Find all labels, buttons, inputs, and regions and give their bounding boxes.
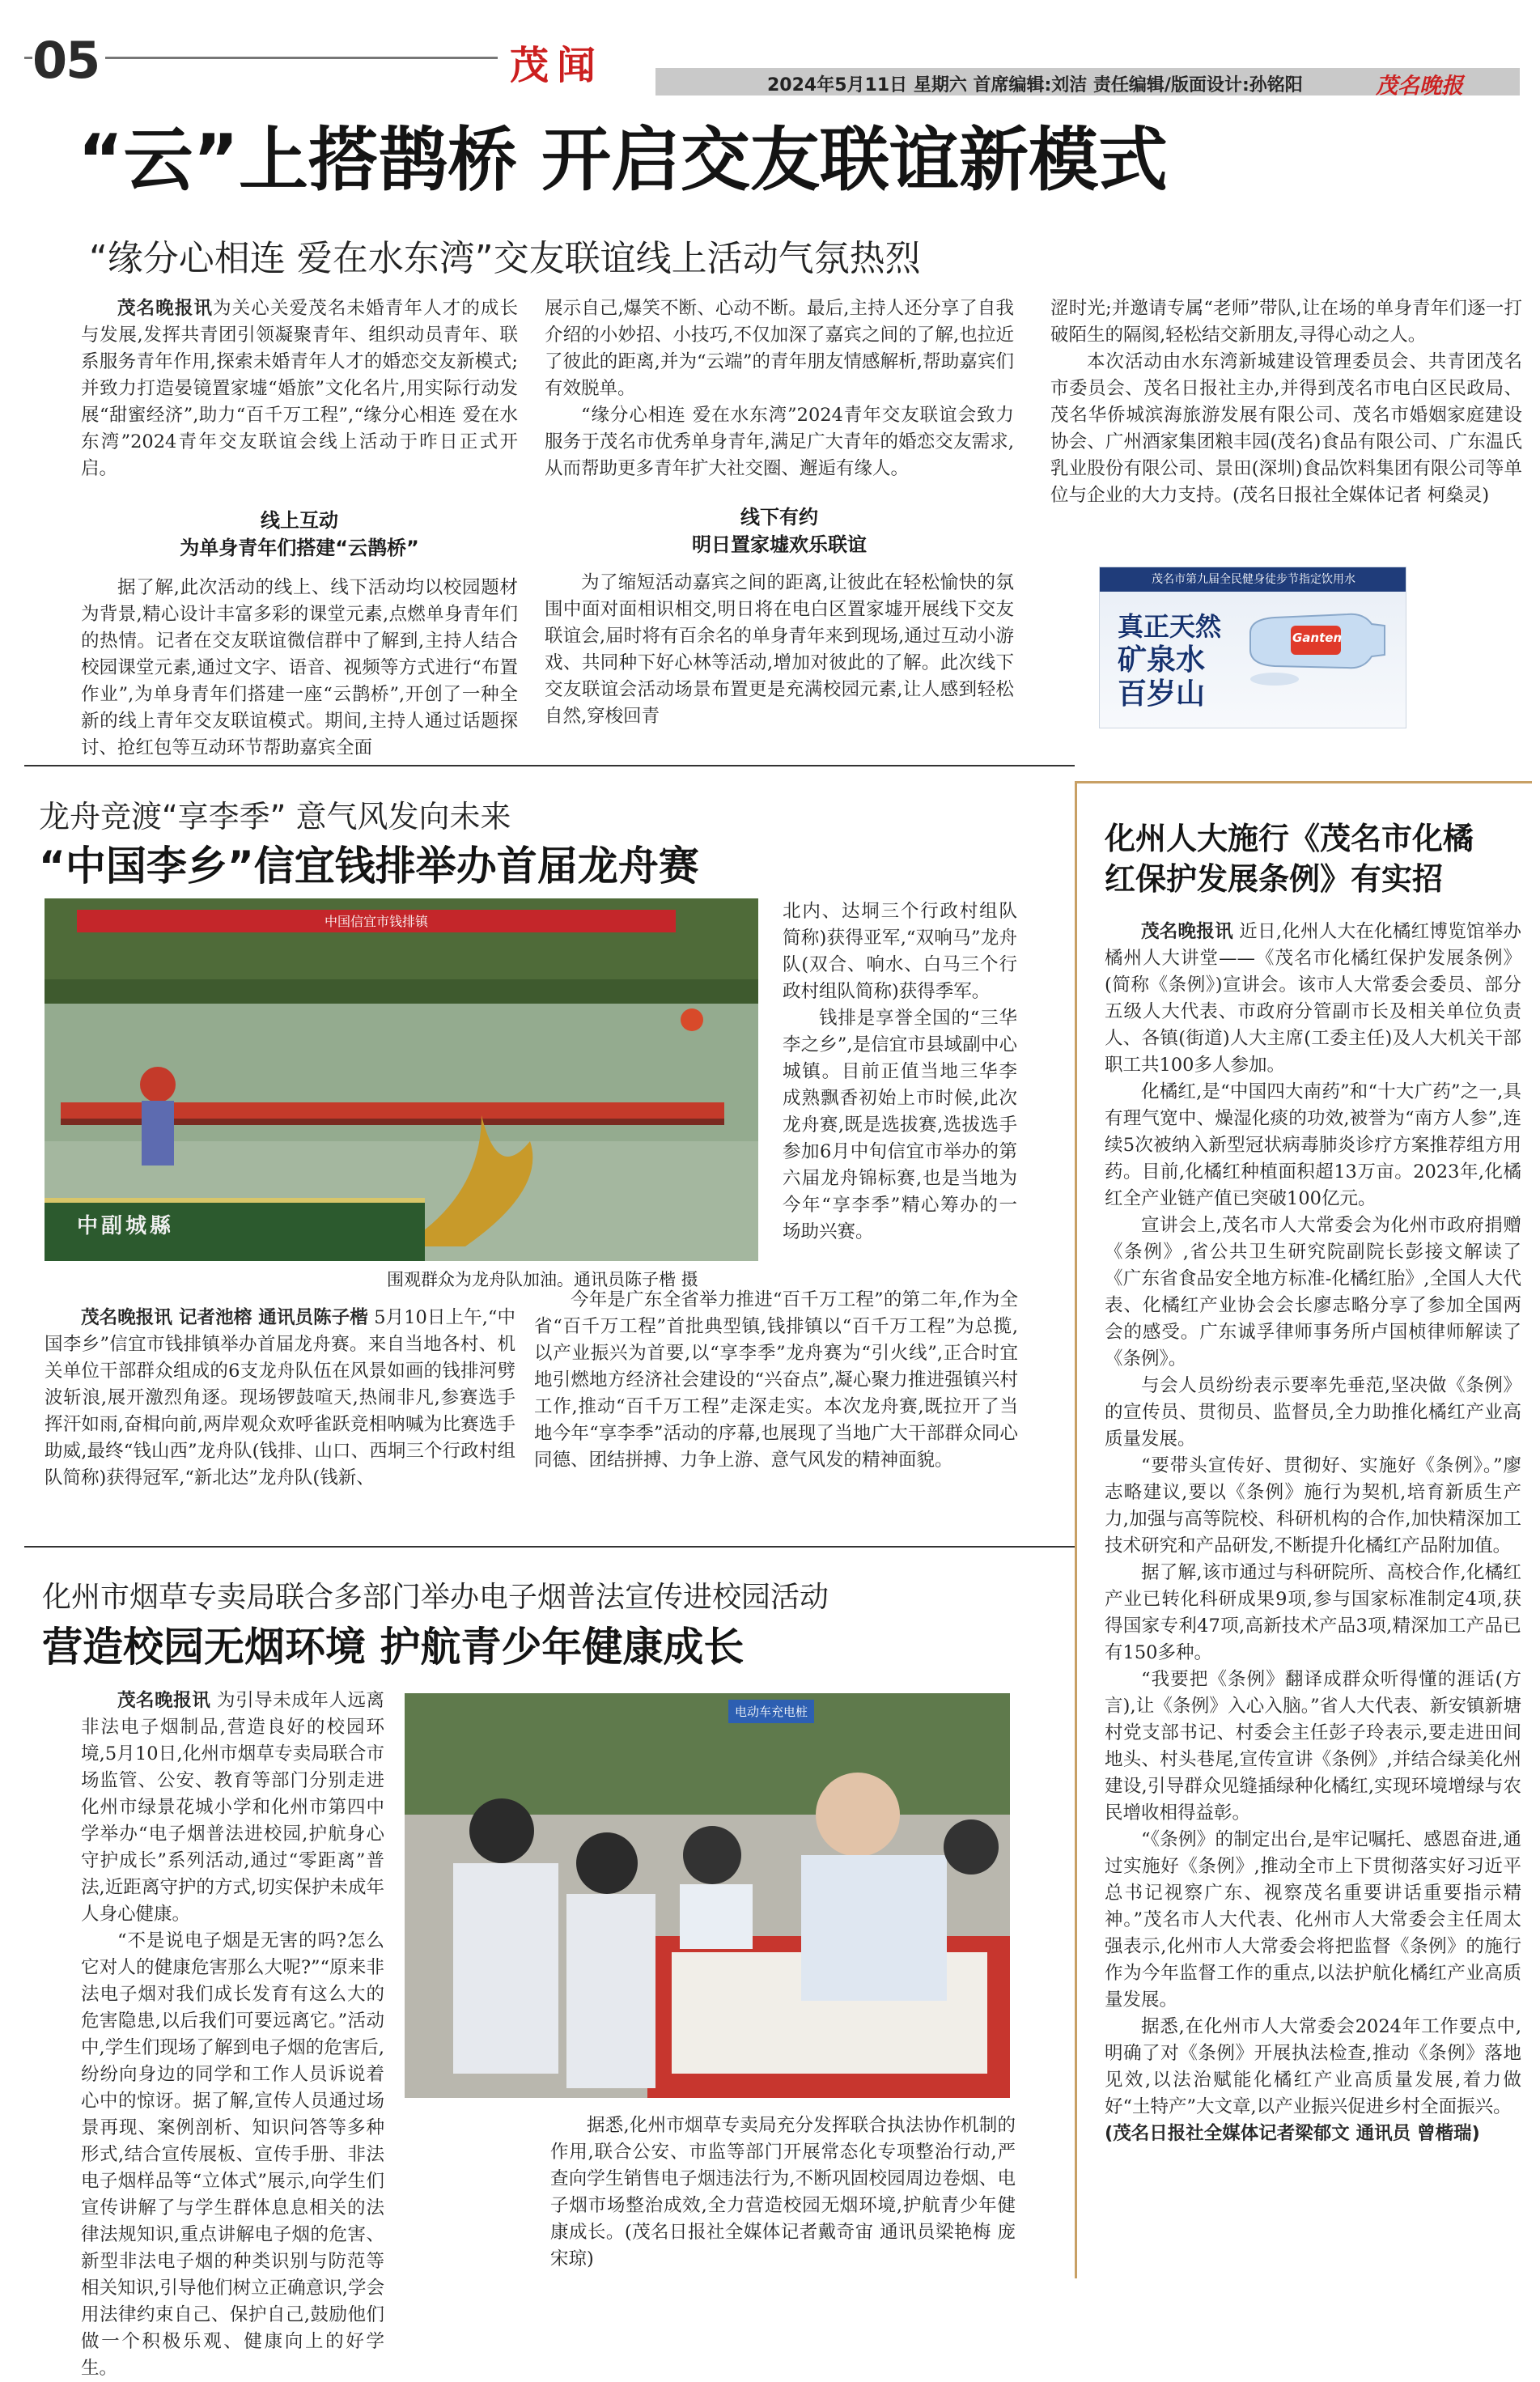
article1-headline: “云”上搭鹊桥 开启交友联谊新模式 — [78, 120, 1168, 201]
article1-col3-para1: 涩时光;并邀请专属“老师”带队,让在场的单身青年们逐一打破陌生的隔阂,轻松结交新朋友,寻得心动之人。 — [1050, 298, 1522, 346]
article4-lead-source: 茂名晚报讯 — [1141, 921, 1233, 942]
article4-lead — [1105, 919, 1521, 1079]
article1-col1 — [81, 295, 518, 762]
article3-lead-source: 茂名晚报讯 — [117, 1690, 211, 1711]
article1-lead — [81, 295, 518, 482]
article1-col3-para2: 本次活动由水东湾新城建设管理委员会、共青团茂名市委员会、茂名日报社主办,并得到茂名市电白区民政局、茂名华侨城滨海旅游发展有限公司、茂名市婚姻家庭建设协会、广州酒家集团粮丰园(茂名)食品有限公司、广东温氏乳业股份有限公司、景田(深圳)食品饮料集团有限公司等单位与企业的大力支持。(茂名日报社全媒体记者 柯燊灵) — [1050, 351, 1522, 506]
article3-lead — [81, 1688, 384, 1928]
article2-lead-text: 5月10日上午,“中国李乡”信宜市钱排镇举办首届龙舟赛。来自当地各村、机关单位干部群众组成的6支龙舟队伍在风景如画的钱排河劈波斩浪,展开激烈角逐。现场锣鼓喧天,热闹非凡,参赛选手挥汗如雨,奋楫向前,两岸观众欢呼雀跃竞相呐喊为比赛选手助威,最终“钱山西”龙舟队(钱排、山口、西垌三个行政村组队简称)获得冠军,“新北达”龙舟队(钱新、 — [45, 1307, 516, 1488]
article4-para9: 据悉,在化州市人大常委会2024年工作要点中,明确了对《条例》开展执法检查,推动《条例》落地见效,以法治赋能化橘红产业高质量发展,着力做好“土特产”大文章,以产业振兴促进乡村全面振兴。 — [1105, 2016, 1521, 2117]
article2-right-para2: 钱排是享誉全国的“三华李之乡”,是信宜市县域副中心城镇。目前正值当地三华李成熟飘香初始上市时候,此次龙舟赛,既是选拔赛,选拔选手参加6月中旬信宜市举办的第六届龙舟锦标赛,也是当地为今年“享李季”精心筹办的一场助兴赛。 — [783, 1008, 1017, 1242]
article3-left-col — [81, 1688, 384, 2382]
article2-bottom-para: 今年是广东全省举力推进“百千万工程”的第二年,作为全省“百千万工程”首批典型镇,钱排镇以“百千万工程”为总揽,以产业振兴为首要,以“享李季”龙舟赛为“引火线”,正合时宜地引燃地方经济社会建设的“兴奋点”,凝心聚力推进强镇兴村工作,推动“百千万工程”走深走实。本次龙舟赛,既拉开了当地今年“享李季”活动的序幕,也展现了当地广大干部群众同心同德、团结拼搏、力争上游、意气风发的精神面貌。 — [534, 1289, 1018, 1471]
article4-para4: 与会人员纷纷表示要率先垂范,坚决做《条例》的宣传员、贯彻员、监督员,全力助推化橘红产业高质量发展。 — [1105, 1375, 1521, 1450]
article1-subhead: “缘分心相连 爱在水东湾”交友联谊线上活动气氛热烈 — [89, 238, 921, 279]
article2-headline: “中国李乡”信宜钱排举办首届龙舟赛 — [39, 843, 699, 890]
article4-para2: 化橘红,是“中国四大南药”和“十大广药”之一,具有理气宽中、燥湿化痰的功效,被誉为“南方人参”,连续5次被纳入新型冠状病毒肺炎诊疗方案推荐组方用药。目前,化橘红种植面积超13万亩。2023年,化橘红全产业链产值已突破100亿元。 — [1105, 1081, 1521, 1209]
divider-article2 — [24, 1546, 1075, 1548]
page-header — [0, 0, 1540, 101]
ad-slogan-line2: 矿泉水 — [1118, 643, 1206, 677]
article3-kicker: 化州市烟草专卖局联合多部门举办电子烟普法宣传进校园活动 — [42, 1581, 829, 1614]
article4-headline-line1: 化州人大施行《茂名市化橘 — [1105, 821, 1474, 856]
header-info: 2024年5月11日 星期六 首席编辑:刘洁 责任编辑/版面设计:孙铭阳 — [767, 75, 1303, 96]
school-photo — [405, 1693, 1010, 2098]
article3-right-para: 据悉,化州市烟草专卖局充分发挥联合执法协作机制的作用,联合公安、市监等部门开展常态化专项整治行动,严查向学生销售电子烟违法行为,不断巩固校园周边卷烟、电子烟市场整治成效,全力营造校园无烟环境,护航青少年健康成长。(茂名日报社全媒体记者戴奇宙 通讯员梁艳梅 庞宋琼) — [550, 2115, 1016, 2269]
article1-lead-text: 为关心关爱茂名未婚青年人才的成长与发展,发挥共青团引领凝聚青年、组织动员青年、联系服务青年作用,探索未婚青年人才的婚恋交友新模式;并致力打造晏镜置家墟“婚旅”文化名片,用实际行动发展“甜蜜经济”,助力“百千万工程”,“缘分心相连 爱在水东湾”2024青年交友联谊会线上活动于昨日正式开启。 — [81, 298, 518, 479]
divider-article1 — [24, 765, 1075, 766]
ad-slogan-line1: 真正天然 — [1118, 611, 1222, 642]
article4-byline — [1105, 2121, 1521, 2147]
article4-body — [1105, 919, 1521, 2147]
article2-lower-right — [534, 1287, 1018, 1474]
school-illustration — [405, 1693, 1010, 2098]
article3-headline: 营造校园无烟环境 护航青少年健康成长 — [42, 1624, 745, 1671]
article2-lead-source: 茂名晚报讯 记者池榕 通讯员陈子楷 — [81, 1307, 368, 1328]
page-number: 05 — [32, 31, 105, 90]
school-photo-sign: 电动车充电桩 — [728, 1700, 814, 1723]
article2-right-col — [783, 898, 1017, 1246]
ad-slogan-line3: 百岁山 — [1118, 677, 1206, 711]
water-ad — [1099, 567, 1406, 728]
article4-para5: “要带头宣传好、贯彻好、实施好《条例》。”廖志略建议,要以《条例》施行为契机,培育新质生产力,加强与高等院校、科研机构的合作,加快精深加工技术研究和产品研发,不断提升化橘红产品附加值。 — [1105, 1455, 1521, 1556]
article4-lead-text: 近日,化州人大在化橘红博览馆举办橘州人大讲堂——《茂名市化橘红保护发展条例》(简称《条例》)宣讲会。该市人大常委会委员、部分五级人大代表、市政府分管副市长及相关单位负责人、各镇(街道)人大主席(工委主任)及人大机关干部职工共100多人参加。 — [1105, 921, 1522, 1076]
article1-subtitle1-line1: 线上互动 — [261, 509, 338, 532]
article2-kicker: 龙舟竞渡“享李季” 意气风发向未来 — [39, 799, 511, 834]
ad-topline: 茂名市第九届全民健身徒步节指定饮用水 — [1100, 567, 1406, 592]
article2-lower-left — [45, 1305, 515, 1492]
article3-lead-text: 为引导未成年人远离非法电子烟制品,营造良好的校园环境,5月10日,化州市烟草专卖局联合市场监管、公安、教育等部门分别走进化州市绿景花城小学和化州市第四中学举办“电子烟普法进校园,护航身心守护成长”系列活动,通过“零距离”普法,近距离守护的方式,切实保护未成年人身心健康。 — [81, 1690, 384, 1925]
section-name: 茂闻 — [510, 43, 605, 88]
article4-para7: “我要把《条例》翻译成群众听得懂的涯话(方言),让《条例》入心入脑。”省人大代表、新安镇新塘村党支部书记、村委会主任彭子玲表示,要走进田间地头、村头巷尾,宣传宣讲《条例》,并结合绿美化州建设,引导群众见缝插绿种化橘红,实现环境增绿与农民增收相得益彰。 — [1105, 1669, 1521, 1824]
article4-para3: 宣讲会上,茂名市人大常委会为化州市政府捐赠《条例》,省公共卫生研究院副院长彭接文解读了《广东省食品安全地方标准-化橘红胎》,全国人大代表、化橘红产业协会会长廖志略分享了参加全国两会的感受。广东诚孚律师事务所卢国桢律师解读了《条例》。 — [1105, 1215, 1521, 1369]
masthead-logo: 茂名晚报 — [1376, 74, 1463, 99]
article2-lead — [45, 1305, 515, 1492]
article1-col2-para2: “缘分心相连 爱在水东湾”2024青年交友联谊会致力服务于茂名市优秀单身青年,满足广大青年的婚恋交友需求,从而帮助更多青年扩大社交圈、邂逅有缘人。 — [545, 405, 1014, 479]
article1-subtitle2-line1: 线下有约 — [740, 506, 818, 529]
boat-banner: 中国信宜市钱排镇 — [324, 914, 428, 929]
ad-bottle-label: Ganten — [1292, 631, 1343, 645]
article4-byline-text: (茂名日报社全媒体记者梁郁文 通讯员 曾楷瑞) — [1105, 2123, 1480, 2144]
article4-para6: 据了解,该市通过与科研院所、高校合作,化橘红产业已转化科研成果9项,参与国家标准制定4项,获得国家专利47项,高新技术产品3项,精深加工产品已有150多种。 — [1105, 1562, 1521, 1663]
dragon-boat-illustration — [45, 898, 758, 1261]
article1-col2-para1: 展示自己,爆笑不断、心动不断。最后,主持人还分享了自我介绍的小妙招、小技巧,不仅加深了嘉宾之间的了解,也拉近了彼此的距离,并为“云端”的青年朋友情感解析,帮助嘉宾们有效脱单。 — [545, 298, 1014, 399]
ad-bottle-illustration — [1242, 605, 1396, 694]
article1-col2 — [545, 295, 1014, 730]
article1-subtitle2-line2: 明日置家墟欢乐联谊 — [692, 533, 867, 556]
article1-para1: 据了解,此次活动的线上、线下活动均以校园题材为背景,精心设计丰富多彩的课堂元素,点燃单身青年们的热情。记者在交友联谊微信群中了解到,主持人结合校园课堂元素,通过文字、语音、视频等方式进行“布置作业”,为单身青年们搭建一座“云鹊桥”,开创了一种全新的线上青年交友联谊模式。期间,主持人通过话题探讨、抢红包等互动环节帮助嘉宾全面 — [81, 577, 518, 758]
article1-col3 — [1050, 295, 1522, 509]
dragon-boat-photo — [45, 898, 758, 1261]
article4-headline-line2: 红保护发展条例》有实招 — [1105, 861, 1444, 897]
article3-para2: “不是说电子烟是无害的吗?怎么它对人的健康危害那么大呢?”“原来非法电子烟对我们成长发育有这么大的危害隐患,以后我们可要远离它。”活动中,学生们现场了解到电子烟的危害后,纷纷向身边的同学和工作人员诉说着心中的惊讶。据了解,宣传人员通过场景再现、案例剖析、知识问答等多种形式,结合宣传展板、宣传手册、非法电子烟样品等“立体式”展示,向学生们宣传讲解了与学生群体息息相关的法律法规知识,重点讲解电子烟的危害、新型非法电子烟的种类识别与防范等相关知识,引导他们树立正确意识,学会用法律约束自己、保护自己,鼓励他们做一个积极乐观、健康向上的好学生。 — [81, 1930, 384, 2379]
article1-col2-para3: 为了缩短活动嘉宾之间的距离,让彼此在轻松愉快的氛围中面对面相识相交,明日将在电白区置家墟开展线下交友联谊会,届时将有百余名的单身青年来到现场,通过互动小游戏、共同种下好心林等活动,增加对彼此的了解。此次线下交友联谊会活动场景布置更是充满校园元素,让人感到轻松自然,穿梭回青 — [545, 572, 1014, 727]
article4-para8: “《条例》的制定出台,是牢记嘱托、感恩奋进,通过实施好《条例》,推动全市上下贯彻落实好习近平总书记视察广东、视察茂名重要讲话重要指示精神。”茂名市人大代表、化州市人大常委会主任周太强表示,化州市人大常委会将把监督《条例》的施行作为今年监督工作的重点,以法护航化橘红产业高质量发展。 — [1105, 1829, 1521, 2010]
article2-right-para1: 北内、达垌三个行政村组队简称)获得亚军,“双响马”龙舟队(双合、响水、白马三个行政村组队简称)获得季军。 — [783, 901, 1017, 1002]
dragon-boat-caption: 围观群众为龙舟队加油。通讯员陈子楷 摄 — [387, 1270, 698, 1289]
article1-subtitle1-line2: 为单身青年们搭建“云鹊桥” — [180, 537, 419, 559]
article3-right-col — [550, 2112, 1016, 2273]
boat-name: 中副城縣 — [77, 1214, 175, 1238]
article1-lead-source: 茂名晚报讯 — [117, 298, 214, 319]
